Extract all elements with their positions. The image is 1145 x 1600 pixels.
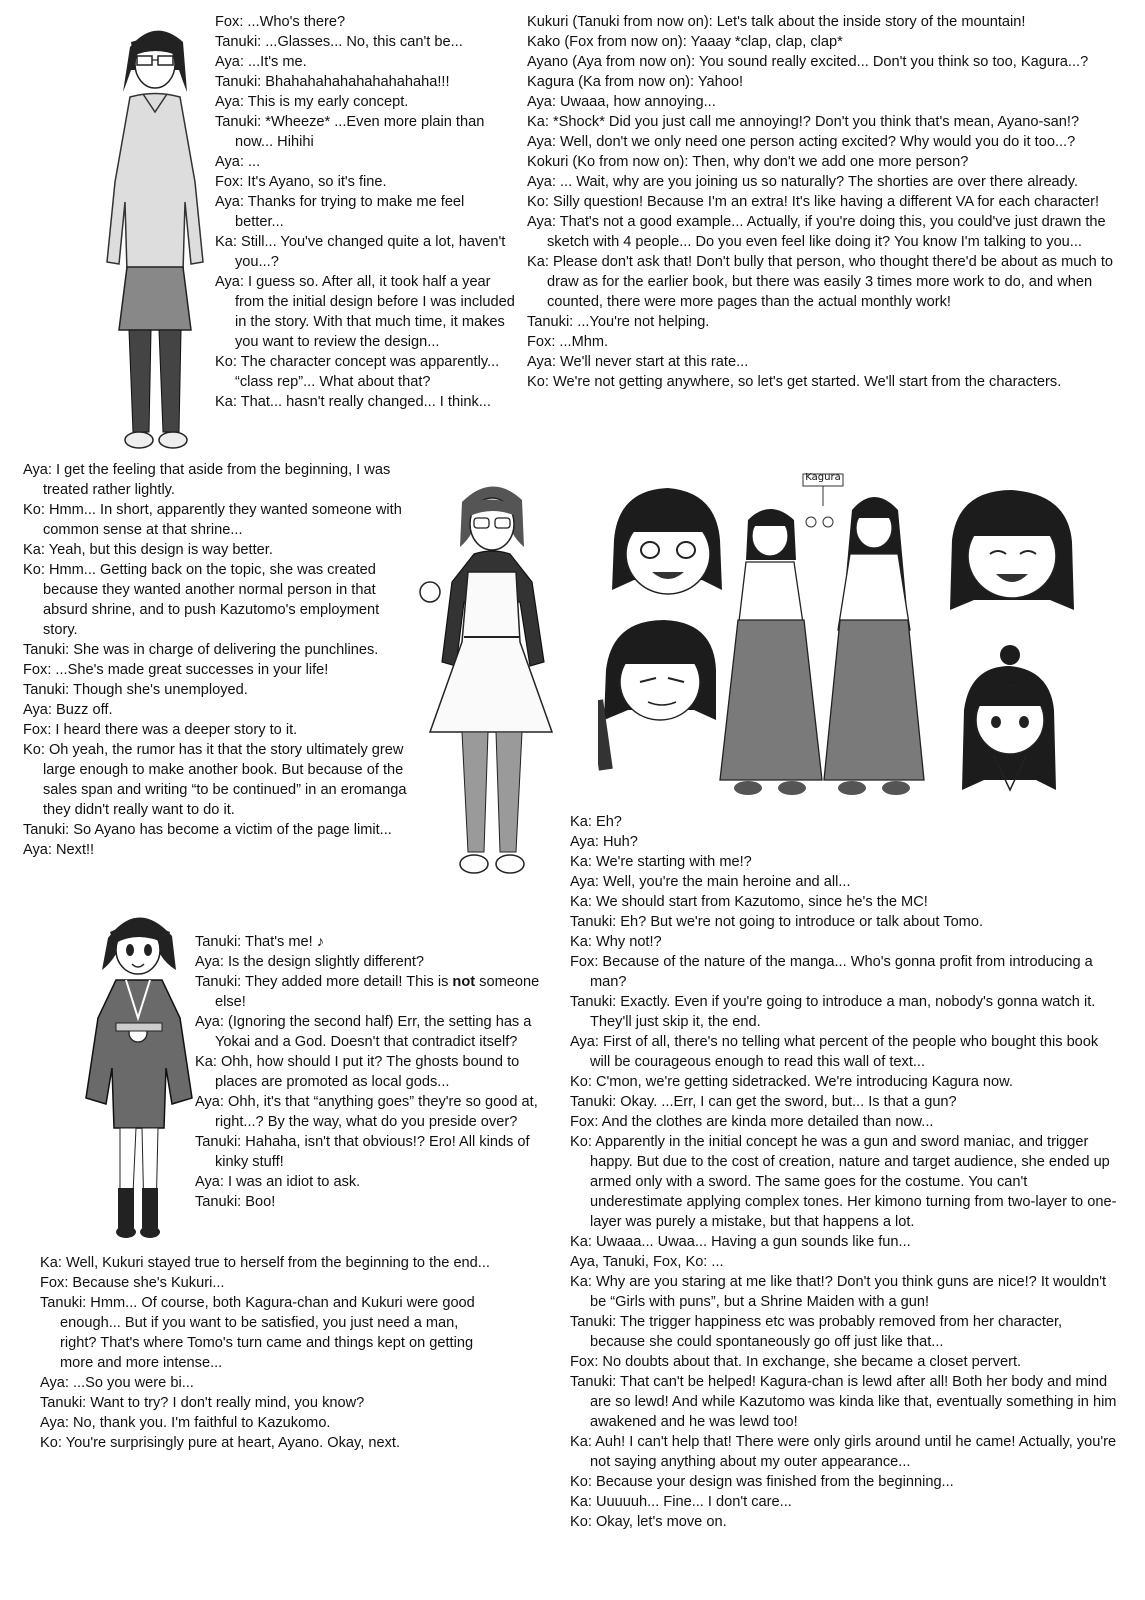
- dialogue-line: Aya: ... Wait, why are you joining us so naturally? The shorties are over there already.: [527, 174, 1079, 190]
- dialogue-line: Kako (Fox from now on): Yaaay *clap, clap, clap*: [527, 34, 843, 50]
- kukuri-tanuki-illustration: [80, 898, 198, 1250]
- dialogue-line: Aya: First of all, there's no telling what percent of the people who bought this book will be courageous enough to read this wall of text...: [570, 1034, 1099, 1070]
- dialogue-line: Ka: *Shock* Did you just call me annoying!? Don't you think that's mean, Ayano-san!?: [527, 114, 1080, 130]
- dialogue-line: Tanuki: Though she's unemployed.: [23, 682, 248, 698]
- dialogue-line: Tanuki: Exactly. Even if you're going to introduce a man, nobody's gonna watch it. They'll just skip it, the end.: [570, 994, 1096, 1030]
- dialogue-line: Aya, Tanuki, Fox, Ko: ...: [570, 1254, 724, 1270]
- dialogue-line: Ka: Eh?: [570, 814, 622, 830]
- dialogue-line: Aya: Well, don't we only need one person acting excited? Why would you do it too...?: [527, 134, 1076, 150]
- dialogue-line: Tanuki: *Wheeze* ...Even more plain than now... Hihihi: [215, 114, 485, 150]
- dialogue-line: Ka: Auh! I can't help that! There were only girls around until he came! Actually, you're not saying anything about my outer appearance...: [570, 1434, 1117, 1470]
- dialogue-line: Aya: We'll never start at this rate...: [527, 354, 749, 370]
- dialogue-line: Aya: Thanks for trying to make me feel better...: [215, 194, 465, 230]
- dialogue-line: Ko: Apparently in the initial concept he was a gun and sword maniac, and trigger happy. But due to the cost of creation, nature and target audience, she ended up armed only with a sword. The same goes for the costume. You can't underestimate applying complex tones. Her kimono turning from two-layer to one-layer was purely a mistake, but that happens a lot.: [570, 1134, 1117, 1230]
- dialogue-line: Aya: ...So you were bi...: [40, 1375, 194, 1391]
- dialogue-line: Aya: Ohh, it's that “anything goes” they're so good at, right...? By the way, what do you preside over?: [195, 1094, 538, 1130]
- dialogue-line: Tanuki: Hahaha, isn't that obvious!? Ero! All kinds of kinky stuff!: [195, 1134, 530, 1170]
- dialogue-line: Fox: It's Ayano, so it's fine.: [215, 174, 387, 190]
- dialogue-line: Ko: Silly question! Because I'm an extra! It's like having a different VA for each character!: [527, 194, 1100, 210]
- dialogue-line: Ka: Please don't ask that! Don't bully that person, who thought there'd be about as much to draw as for the earlier book, but there was easily 3 times more work to do, and when counted, there were more pages than the actual monthly work!: [527, 254, 1113, 310]
- dialogue-block-lower-left: [40, 1253, 495, 1453]
- dialogue-line: Ko: We're not getting anywhere, so let's get started. We'll start from the characters.: [527, 374, 1062, 390]
- dialogue-line: Tanuki: Hmm... Of course, both Kagura-chan and Kukuri were good enough... But if you want to be satisfied, you just need a man, right? That's where Tomo's turn came and things kept on getting more and more intense...: [40, 1295, 475, 1371]
- dialogue-line: Kagura (Ka from now on): Yahoo!: [527, 74, 744, 90]
- dialogue-line: Fox: I heard there was a deeper story to it.: [23, 722, 298, 738]
- dialogue-line: Aya: Huh?: [570, 834, 638, 850]
- dialogue-line: Kukuri (Tanuki from now on): Let's talk about the inside story of the mountain!: [527, 14, 1026, 30]
- dialogue-line: Ko: Hmm... Getting back on the topic, she was created because they wanted another normal person in that absurd shrine, and to push Kazutomo's employment story.: [23, 562, 380, 638]
- dialogue-line: Tanuki: The trigger happiness etc was probably removed from her character, because she could spontaneously go off just like that...: [570, 1314, 1063, 1350]
- dialogue-line: Fox: ...She's made great successes in your life!: [23, 662, 329, 678]
- dialogue-line: Ka: Ohh, how should I put it? The ghosts bound to places are promoted as local gods...: [195, 1054, 520, 1090]
- dialogue-line: Ka: We should start from Kazutomo, since he's the MC!: [570, 894, 928, 910]
- dialogue-line: Fox: And the clothes are kinda more detailed than now...: [570, 1114, 934, 1130]
- dialogue-line: [195, 972, 545, 1012]
- dialogue-line: Tanuki: Want to try? I don't really mind, you know?: [40, 1395, 365, 1411]
- dialogue-line: Tanuki: So Ayano has become a victim of the page limit...: [23, 822, 392, 838]
- dialogue-line: Ko: Okay, let's move on.: [570, 1514, 727, 1530]
- dialogue-line: Ko: C'mon, we're getting sidetracked. We're introducing Kagura now.: [570, 1074, 1013, 1090]
- dialogue-line: Tanuki: ...Glasses... No, this can't be...: [215, 34, 463, 50]
- dialogue-line: Ka: Why are you staring at me like that!? Don't you think guns are nice!? It wouldn't be “Girls with puns”, but a Shrine Maiden with a gun!: [570, 1274, 1107, 1310]
- dialogue-line: Fox: Because of the nature of the manga... Who's gonna profit from introducing a man?: [570, 954, 1093, 990]
- dialogue-line: Aya: (Ignoring the second half) Err, the setting has a Yokai and a God. Doesn't that contradict itself?: [195, 1014, 532, 1050]
- dialogue-block-kukuri: [195, 932, 545, 1212]
- dialogue-line: Fox: ...Mhm.: [527, 334, 609, 350]
- dialogue-line: Ka: Well, Kukuri stayed true to herself from the beginning to the end...: [40, 1255, 490, 1271]
- dialogue-line: Tanuki: That's me! ♪: [195, 934, 325, 950]
- dialogue-block-lower-right: [570, 812, 1120, 1532]
- dialogue-line: Ka: Still... You've changed quite a lot, haven't you...?: [215, 234, 506, 270]
- kagura-label: Kagura: [805, 472, 841, 483]
- kagura-design-sheet: [598, 470, 1118, 810]
- dialogue-line: Ka: We're starting with me!?: [570, 854, 752, 870]
- dialogue-line: Aya: Uwaaa, how annoying...: [527, 94, 716, 110]
- dialogue-line: Ko: Hmm... In short, apparently they wanted someone with common sense at that shrine...: [23, 502, 402, 538]
- ayano-current-design-illustration: [412, 472, 562, 892]
- dialogue-text: Tanuki: They added more detail! This is: [195, 974, 453, 990]
- ayano-early-concept-illustration: [95, 12, 215, 462]
- dialogue-block-top-right: [527, 12, 1132, 392]
- dialogue-line: Fox: Because she's Kukuri...: [40, 1275, 225, 1291]
- dialogue-line: Aya: This is my early concept.: [215, 94, 409, 110]
- dialogue-line: Aya: Next!!: [23, 842, 95, 858]
- dialogue-line: Aya: Well, you're the main heroine and all...: [570, 874, 851, 890]
- dialogue-block-middle-left: [23, 460, 408, 860]
- dialogue-block-top-left: [215, 12, 515, 412]
- dialogue-block-kukuri-continued: [195, 1012, 545, 1212]
- dialogue-line: Kokuri (Ko from now on): Then, why don't we add one more person?: [527, 154, 969, 170]
- dialogue-line: Ko: Oh yeah, the rumor has it that the story ultimately grew large enough to make another book. But because of the sales span and writing “to be continued” in an eromanga they didn't really want to do it.: [23, 742, 407, 818]
- dialogue-line: Fox: ...Who's there?: [215, 14, 346, 30]
- dialogue-line: Aya: ...It's me.: [215, 54, 307, 70]
- dialogue-text: someone else!: [215, 974, 540, 1010]
- dialogue-line: Aya: I was an idiot to ask.: [195, 1174, 361, 1190]
- dialogue-line: Ko: You're surprisingly pure at heart, Ayano. Okay, next.: [40, 1435, 401, 1451]
- dialogue-line: Fox: No doubts about that. In exchange, she became a closet pervert.: [570, 1354, 1022, 1370]
- dialogue-line: Aya: ...: [215, 154, 261, 170]
- dialogue-line: Tanuki: Boo!: [195, 1194, 276, 1210]
- dialogue-line: Tanuki: Okay. ...Err, I can get the sword, but... Is that a gun?: [570, 1094, 957, 1110]
- dialogue-line: Ko: The character concept was apparently... “class rep”... What about that?: [215, 354, 500, 390]
- dialogue-line: Ka: Uuuuuh... Fine... I don't care...: [570, 1494, 792, 1510]
- dialogue-line: Aya: Is the design slightly different?: [195, 954, 425, 970]
- dialogue-line: Tanuki: Bhahahahahahahahahaha!!!: [215, 74, 450, 90]
- dialogue-line: Aya: I guess so. After all, it took half a year from the initial design before I was included in the story. With that much time, it makes you want to review the design...: [215, 274, 515, 350]
- dialogue-line: Tanuki: She was in charge of delivering the punchlines.: [23, 642, 379, 658]
- dialogue-line: Tanuki: That can't be helped! Kagura-chan is lewd after all! Both her body and mind are so lewd! And while Kazutomo was kinda like that, eventually something in him awakened and he was lewd too!: [570, 1374, 1117, 1430]
- dialogue-line: Aya: That's not a good example... Actually, if you're doing this, you could've just drawn the sketch with 4 people... Do you even feel like doing it? You know I'm talking to you...: [527, 214, 1106, 250]
- dialogue-line: Tanuki: ...You're not helping.: [527, 314, 710, 330]
- dialogue-line: Ayano (Aya from now on): You sound really excited... Don't you think so too, Kagura...?: [527, 54, 1089, 70]
- dialogue-line: Ka: Uwaaa... Uwaa... Having a gun sounds like fun...: [570, 1234, 911, 1250]
- dialogue-line: Aya: Buzz off.: [23, 702, 113, 718]
- emphasis-text: not: [452, 974, 476, 990]
- dialogue-line: Aya: No, thank you. I'm faithful to Kazukomo.: [40, 1415, 331, 1431]
- dialogue-line: Tanuki: Eh? But we're not going to introduce or talk about Tomo.: [570, 914, 984, 930]
- dialogue-line: Aya: I get the feeling that aside from the beginning, I was treated rather lightly.: [23, 462, 391, 498]
- dialogue-line: Ka: Why not!?: [570, 934, 662, 950]
- dialogue-line: Ka: Yeah, but this design is way better.: [23, 542, 273, 558]
- dialogue-line: Ko: Because your design was finished from the beginning...: [570, 1474, 954, 1490]
- dialogue-line: Ka: That... hasn't really changed... I think...: [215, 394, 491, 410]
